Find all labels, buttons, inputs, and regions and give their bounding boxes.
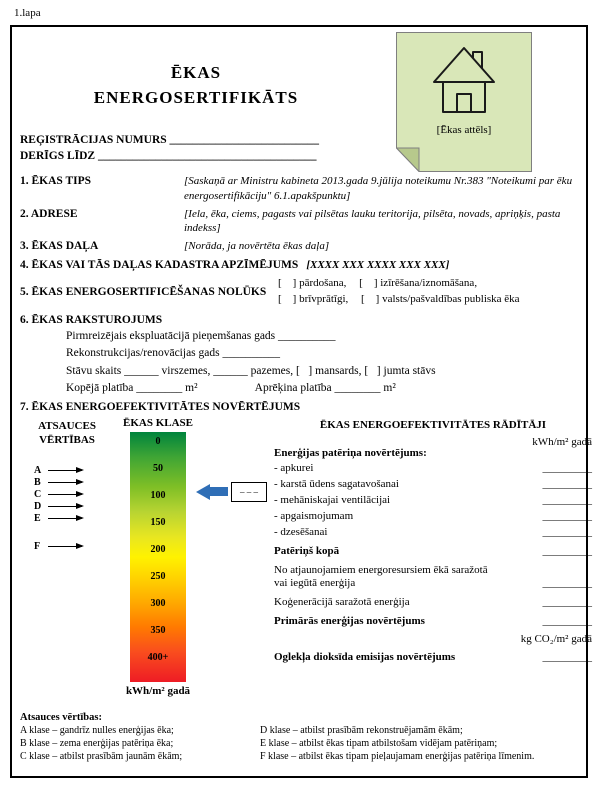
pointer-arrow-icon bbox=[196, 484, 210, 500]
purpose-options-line-2 bbox=[278, 292, 520, 308]
option-voluntary-label: brīvprātīgi, bbox=[299, 293, 349, 306]
class-d-letter: D bbox=[34, 500, 42, 512]
total-area-unit: m² bbox=[185, 381, 198, 394]
total-area-label: Kopējā platība bbox=[66, 381, 134, 394]
mansard-label: mansards, bbox=[315, 364, 362, 377]
row-cogeneration bbox=[274, 596, 592, 609]
class-a-letter: A bbox=[34, 464, 42, 476]
reference-values-footnote bbox=[20, 712, 580, 763]
scale-label-350: 350 bbox=[150, 624, 166, 636]
consumption-heading: Enerģijas patēriņa novērtējums: bbox=[274, 446, 427, 459]
row-ventilation bbox=[274, 494, 592, 507]
checkbox-voluntary[interactable]: [ ] bbox=[278, 293, 297, 306]
row-primary-energy bbox=[274, 615, 592, 628]
energy-indicators-block bbox=[274, 419, 592, 664]
building-part-label: 3. ĒKAS DAĻA bbox=[20, 240, 99, 253]
reference-heading-line-2: VĒRTĪBAS bbox=[39, 434, 95, 447]
primary-energy-label: Primārās enerģijas novērtējums bbox=[274, 614, 425, 627]
hot-water-blank[interactable]: _________ bbox=[542, 477, 592, 490]
registration-number-blank[interactable]: __________________________ bbox=[169, 134, 320, 147]
footnote-left-column bbox=[20, 724, 260, 763]
footnote-heading: Atsauces vērtības: bbox=[20, 711, 102, 723]
class-a-row bbox=[34, 465, 82, 476]
floors-above-blank[interactable]: ______ bbox=[124, 364, 159, 377]
row-renewable-energy bbox=[274, 564, 592, 590]
footnote-class-e: E klase – atbilst ēkas tipam atbilstošam vidējam patēriņam; bbox=[260, 737, 498, 749]
title-line-1: ĒKAS bbox=[170, 63, 222, 82]
option-public-building-label: valsts/pašvaldības publiska ēka bbox=[382, 293, 520, 306]
photo-placeholder-caption: [Ēkas attēls] bbox=[436, 124, 492, 136]
renovation-year-blank[interactable]: __________ bbox=[222, 347, 280, 360]
renewable-energy-label: No atjaunojamiem energoresursiem ēkā saražotā vai iegūtā enerģija bbox=[274, 563, 488, 589]
building-characteristics-lines bbox=[66, 330, 580, 395]
title-line-2: ENERGOSERTIFIKĀTS bbox=[93, 87, 299, 107]
row-cooling bbox=[274, 526, 592, 539]
building-photo-placeholder bbox=[396, 32, 532, 172]
class-d-arrow-icon bbox=[48, 506, 82, 507]
energy-class-scale-block bbox=[116, 417, 200, 697]
calc-area-unit: m² bbox=[383, 381, 396, 394]
renovation-year-line bbox=[66, 347, 580, 360]
item-building-type bbox=[20, 174, 580, 203]
footnote-class-b: B klase – zema enerģijas patēriņa ēka; bbox=[20, 737, 174, 749]
page-number-label: 1.lapa bbox=[14, 7, 41, 19]
certificate-title bbox=[22, 61, 370, 110]
indicators-unit-label: kWh/m² gadā bbox=[532, 435, 592, 448]
row-total-consumption bbox=[274, 545, 592, 558]
class-f-arrow-icon bbox=[48, 546, 82, 547]
building-characteristics-heading: 6. ĒKAS RAKSTUROJUMS bbox=[20, 314, 163, 327]
first-use-year-line bbox=[66, 330, 580, 343]
primary-energy-blank[interactable]: _________ bbox=[542, 614, 592, 627]
heating-blank[interactable]: _________ bbox=[542, 461, 592, 474]
area-line bbox=[66, 382, 580, 395]
building-class-heading: ĒKAS KLASE bbox=[123, 416, 193, 429]
ventilation-blank[interactable]: _________ bbox=[542, 493, 592, 506]
heating-label: - apkurei bbox=[274, 461, 314, 474]
address-label: 2. ADRESE bbox=[20, 207, 78, 220]
class-c-row bbox=[34, 489, 82, 500]
class-e-arrow-icon bbox=[48, 518, 82, 519]
calc-area-blank[interactable]: ________ bbox=[334, 381, 381, 394]
registration-number-label: REĢISTRĀCIJAS NUMURS bbox=[20, 134, 167, 147]
lighting-blank[interactable]: _________ bbox=[542, 509, 592, 522]
cooling-blank[interactable]: _________ bbox=[542, 525, 592, 538]
item-cadastre-number bbox=[20, 258, 580, 272]
footnote-right-column bbox=[260, 724, 580, 763]
option-rent-label: izīrēšana/iznomāšana, bbox=[380, 277, 478, 290]
checkbox-roof-floor[interactable]: [ ] bbox=[364, 364, 381, 377]
cadastre-value: [XXXX XXX XXXX XXX XXX] bbox=[306, 258, 450, 271]
item-address bbox=[20, 207, 580, 236]
certification-purpose-options bbox=[278, 276, 520, 308]
first-use-year-blank[interactable]: __________ bbox=[278, 330, 336, 343]
footnote-class-f: F klase – atbilst ēkas tipam pieļaujamam enerģijas patēriņa līmenim. bbox=[260, 750, 535, 762]
purpose-options-line-1 bbox=[278, 276, 520, 292]
class-a-arrow-icon bbox=[48, 470, 82, 471]
cadastre-label: 4. ĒKAS VAI TĀS DAĻAS KADASTRA APZĪMĒJUMS bbox=[20, 258, 299, 271]
footnote-class-c: C klase – atbilst prasībām jaunām ēkām; bbox=[20, 750, 183, 762]
total-consumption-blank[interactable]: _________ bbox=[542, 544, 592, 557]
scale-label-400: 400+ bbox=[147, 651, 169, 663]
row-lighting bbox=[274, 510, 592, 523]
pointer-arrow-body bbox=[210, 487, 228, 496]
scale-label-0: 0 bbox=[155, 435, 161, 447]
energy-class-scale bbox=[130, 432, 186, 682]
total-consumption-label: Patēriņš kopā bbox=[274, 544, 340, 557]
footnote-class-a: A klase – gandrīz nulles enerģijas ēka; bbox=[20, 724, 174, 736]
class-e-letter: E bbox=[34, 512, 41, 524]
row-hot-water bbox=[274, 478, 592, 491]
floors-label: Stāvu skaits bbox=[66, 364, 122, 377]
class-pointer bbox=[196, 481, 267, 503]
class-f-row bbox=[34, 541, 82, 552]
assessment-heading: 7. ĒKAS ENERGOEFEKTIVITĀTES NOVĒRTĒJUMS bbox=[20, 400, 301, 413]
checkbox-rent[interactable]: [ ] bbox=[359, 277, 378, 290]
class-e-row bbox=[34, 513, 82, 524]
class-d-row bbox=[34, 501, 82, 512]
lighting-label: - apgaismojumam bbox=[274, 509, 354, 522]
floors-above-label: virszemes, bbox=[161, 364, 211, 377]
calc-area-label: Aprēķina platība bbox=[254, 381, 332, 394]
renovation-year-label: Rekonstrukcijas/renovācijas gads bbox=[66, 347, 220, 360]
renewable-energy-blank[interactable]: _________ bbox=[542, 576, 592, 589]
checkbox-sale[interactable]: [ ] bbox=[278, 277, 297, 290]
row-heating bbox=[274, 462, 592, 475]
address-value: [Iela, ēka, ciems, pagasts vai pilsētas lauku teritorija, pilsēta, novads, apriņķis, pasta indekss] bbox=[184, 207, 561, 235]
option-sale-label: pārdošana, bbox=[299, 277, 347, 290]
floors-below-label: pazemes, bbox=[250, 364, 294, 377]
floors-below-blank[interactable]: ______ bbox=[213, 364, 248, 377]
footnote-class-d: D klase – atbilst prasībām rekonstruējamām ēkām; bbox=[260, 724, 463, 736]
class-b-letter: B bbox=[34, 476, 41, 488]
reference-values-heading bbox=[20, 419, 114, 448]
scale-label-250: 250 bbox=[150, 570, 166, 582]
class-value-box[interactable]: – – – bbox=[231, 482, 267, 502]
scale-label-50: 50 bbox=[153, 462, 163, 474]
class-b-row bbox=[34, 477, 82, 488]
form-items bbox=[20, 174, 580, 413]
building-type-value: [Saskaņā ar Ministru kabineta 2013.gada 9.jūlija noteikumu Nr.383 "Noteikumi par ēku energosertifikāciju" 6.1.apakšpunktu] bbox=[184, 175, 573, 202]
item-certification-purpose bbox=[20, 276, 580, 308]
co2-emissions-label: Oglekļa dioksīda emisijas novērtējums bbox=[274, 650, 456, 663]
cooling-label: - dzesēšanai bbox=[274, 525, 328, 538]
scale-label-200: 200 bbox=[150, 543, 166, 555]
cogeneration-blank[interactable]: _________ bbox=[542, 595, 592, 608]
class-b-arrow-icon bbox=[48, 482, 82, 483]
scale-label-100: 100 bbox=[150, 489, 166, 501]
item-building-part bbox=[20, 239, 580, 253]
class-f-letter: F bbox=[34, 540, 41, 552]
scale-label-150: 150 bbox=[150, 516, 166, 528]
certification-purpose-label: 5. ĒKAS ENERGOSERTIFICĒŠANAS NOLŪKS bbox=[20, 285, 267, 298]
class-c-letter: C bbox=[34, 488, 42, 500]
hot-water-label: - karstā ūdens sagatavošanai bbox=[274, 477, 399, 490]
roof-floor-label: jumta stāvs bbox=[383, 364, 436, 377]
indicators-heading: ĒKAS ENERGOEFEKTIVITĀTES RĀDĪTĀJI bbox=[319, 418, 547, 431]
ventilation-label: - mehāniskajai ventilācijai bbox=[274, 493, 391, 506]
cogeneration-label: Koģenerācijā saražotā enerģija bbox=[274, 595, 410, 608]
floors-line bbox=[66, 365, 580, 378]
checkbox-public-building[interactable]: [ ] bbox=[361, 293, 380, 306]
photo-note-shape bbox=[396, 32, 532, 172]
co2-unit-label: kg CO₂/m² gadā bbox=[520, 632, 592, 645]
total-area-blank[interactable]: ________ bbox=[136, 381, 183, 394]
scale-unit-label: kWh/m² gadā bbox=[125, 684, 191, 697]
class-c-arrow-icon bbox=[48, 494, 82, 495]
certificate-border-box bbox=[10, 25, 592, 778]
energy-assessment-section bbox=[18, 416, 592, 707]
building-type-label: 1. ĒKAS TIPS bbox=[20, 175, 92, 188]
first-use-year-label: Pirmreizējais ekspluatācijā pieņemšanas gads bbox=[66, 330, 276, 343]
building-part-value: [Norāda, ja novērtēta ēkas daļa] bbox=[184, 240, 330, 253]
row-co2-emissions bbox=[274, 651, 592, 664]
checkbox-mansard[interactable]: [ ] bbox=[295, 364, 313, 377]
co2-emissions-blank[interactable]: _________ bbox=[542, 650, 592, 663]
valid-until-blank[interactable]: ______________________________________ bbox=[97, 150, 317, 163]
reference-heading-line-1: ATSAUCES bbox=[38, 419, 96, 432]
valid-until-label: DERĪGS LĪDZ bbox=[20, 150, 96, 163]
scale-label-300: 300 bbox=[150, 597, 166, 609]
